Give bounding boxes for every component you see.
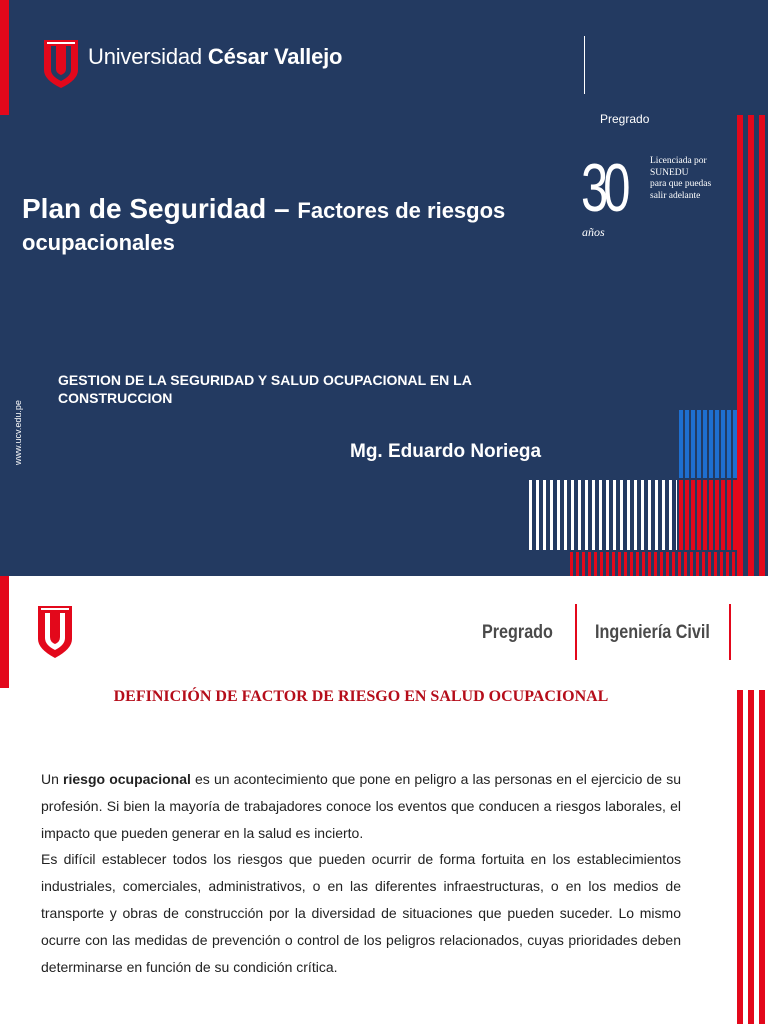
red-vertical-stripes — [737, 115, 768, 576]
anniversary-number: 30 — [581, 150, 626, 226]
course-subject: GESTION DE LA SEGURIDAD Y SALUD OCUPACIONAL EN LA CONSTRUCCION — [58, 372, 472, 406]
presentation-title: Plan de Seguridad – Factores de riesgos ocupacionales — [22, 193, 506, 255]
red-accent-bar — [0, 0, 9, 115]
red-stripe-block — [679, 480, 737, 550]
website-url: www.ucv.edu.pe — [13, 400, 23, 465]
section-heading: DEFINICIÓN DE FACTOR DE RIESGO EN SALUD OCUPACIONAL — [113, 688, 609, 705]
licensing-note: Licenciada por SUNEDU para que puedas salir adelante — [650, 156, 712, 201]
header-divider — [729, 604, 731, 660]
pregrado-label: Pregrado — [600, 112, 650, 126]
header-divider — [584, 36, 585, 94]
red-vertical-stripes — [737, 690, 768, 1024]
paragraph-1: Un riesgo ocupacional es un acontecimiento que pone en peligro a las personas en el ejercicio de su profesión. Si bien la mayoría de trabajadores conoce los eventos que conducen a riesgos laborales, el impacto que pueden generar en la salud es incierto. — [41, 771, 681, 841]
header-divider — [575, 604, 577, 660]
pregrado-label: Pregrado — [482, 622, 553, 643]
paragraph-2: Es difícil establecer todos los riesgos que pueden ocurrir de forma fortuita en los establecimientos industriales, comerciales, administrativos, o en las diferentes infraestructuras, o en los medios de transporte y obras de construcción por la diversidad de situaciones que pueden suceder. Lo mismo ocurre con las medidas de prevención o control de los peligros relacionados, cuyas prioridades deben determinarse en función de su condición crítica. — [41, 851, 681, 975]
author-name: Mg. Eduardo Noriega — [350, 441, 542, 462]
program-label: Ingeniería Civil — [595, 622, 710, 643]
ucv-shield-logo-icon — [38, 606, 72, 658]
red-accent-bar — [0, 576, 9, 688]
body-text — [41, 766, 681, 980]
content-slide — [0, 576, 768, 1024]
anniversary-word: años — [582, 225, 605, 239]
red-bottom-stripes — [570, 552, 737, 576]
white-stripe-block — [529, 480, 677, 550]
blue-stripe-block — [679, 410, 737, 478]
ucv-shield-logo-icon — [44, 40, 78, 88]
university-name: Universidad César Vallejo — [88, 44, 343, 69]
